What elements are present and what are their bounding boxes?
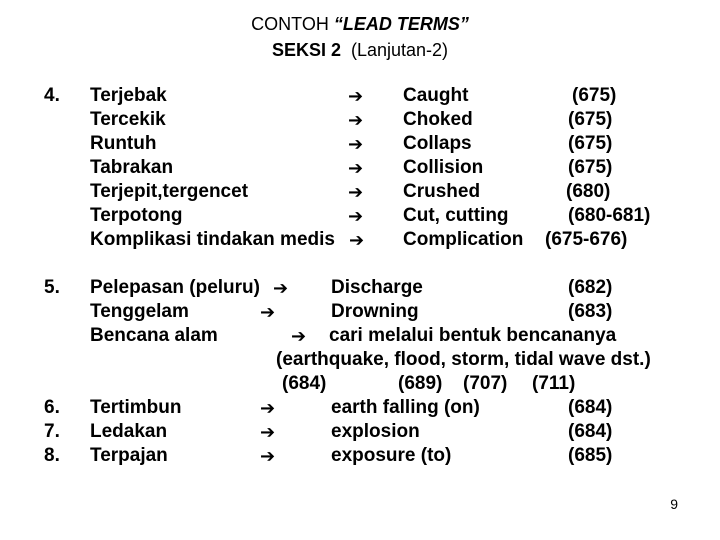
arrow-icon: ➔ bbox=[260, 422, 276, 442]
arrow-icon: ➔ bbox=[260, 446, 276, 466]
english-drowning: Drowning bbox=[331, 301, 419, 322]
english-earth-falling: earth falling (on) bbox=[331, 397, 480, 418]
page-title bbox=[0, 14, 720, 35]
term-tercekik: Tercekik bbox=[90, 109, 166, 130]
page-ref: (684) bbox=[568, 421, 613, 442]
term-tabrakan: Tabrakan bbox=[90, 157, 174, 178]
english-crushed: Crushed bbox=[403, 181, 481, 202]
term-bencana-alam: Bencana alam bbox=[90, 325, 218, 346]
arrow-icon: ➔ bbox=[348, 158, 364, 178]
english-explosion: explosion bbox=[331, 421, 420, 442]
arrow-icon: ➔ bbox=[348, 110, 364, 130]
title-emphasis: “LEAD TERMS” bbox=[333, 14, 469, 34]
arrow-icon: ➔ bbox=[273, 278, 289, 298]
page-ref: (682) bbox=[568, 277, 613, 298]
english-discharge: Discharge bbox=[331, 277, 423, 298]
page-ref: (675) bbox=[568, 157, 613, 178]
term-tenggelam: Tenggelam bbox=[90, 301, 189, 322]
term-runtuh: Runtuh bbox=[90, 133, 157, 154]
disaster-examples: (earthquake, flood, storm, tidal wave dst.) bbox=[276, 349, 651, 370]
english-caught: Caught bbox=[403, 85, 469, 106]
term-terpajan: Terpajan bbox=[90, 445, 168, 466]
page-ref: (680) bbox=[566, 181, 611, 202]
page-ref: (707) bbox=[463, 373, 508, 394]
english-cari-melalui: cari melalui bentuk bencananya bbox=[329, 325, 617, 346]
arrow-icon: ➔ bbox=[349, 230, 365, 250]
page-ref: (684) bbox=[282, 373, 327, 394]
term-tertimbun: Tertimbun bbox=[90, 397, 182, 418]
arrow-icon: ➔ bbox=[260, 302, 276, 322]
page-ref: (680-681) bbox=[568, 205, 651, 226]
page-ref: (675) bbox=[568, 109, 613, 130]
page-number: 9 bbox=[670, 496, 678, 512]
term-ledakan: Ledakan bbox=[90, 421, 168, 442]
page-ref: (684) bbox=[568, 397, 613, 418]
page-ref: (689) bbox=[398, 373, 443, 394]
item-number-7: 7. bbox=[44, 421, 60, 442]
section-label: SEKSI 2 bbox=[271, 40, 341, 60]
page-ref: (675) bbox=[568, 133, 613, 154]
term-terpotong: Terpotong bbox=[90, 205, 183, 226]
arrow-icon: ➔ bbox=[348, 86, 364, 106]
page-subtitle bbox=[0, 40, 720, 61]
page-ref: (683) bbox=[568, 301, 613, 322]
arrow-icon: ➔ bbox=[260, 398, 276, 418]
english-exposure: exposure (to) bbox=[331, 445, 452, 466]
term-terjebak: Terjebak bbox=[90, 85, 167, 106]
page-ref: (685) bbox=[568, 445, 613, 466]
item-number-5: 5. bbox=[44, 277, 60, 298]
page-ref: (711) bbox=[532, 373, 576, 394]
item-number-8: 8. bbox=[44, 445, 60, 466]
arrow-icon: ➔ bbox=[348, 182, 364, 202]
title-prefix: CONTOH bbox=[251, 14, 334, 34]
english-cut: Cut, cutting bbox=[403, 205, 509, 226]
section-continuation: (Lanjutan-2) bbox=[350, 40, 449, 60]
term-komplikasi: Komplikasi tindakan medis bbox=[90, 229, 335, 250]
arrow-icon: ➔ bbox=[348, 134, 364, 154]
english-complication: Complication bbox=[403, 229, 524, 250]
arrow-icon: ➔ bbox=[291, 326, 307, 346]
item-number-6: 6. bbox=[44, 397, 60, 418]
english-collision: Collision bbox=[403, 157, 484, 178]
page-ref: (675) bbox=[572, 85, 617, 106]
arrow-icon: ➔ bbox=[348, 206, 364, 226]
page-ref: (675-676) bbox=[545, 229, 628, 250]
english-collaps: Collaps bbox=[403, 133, 472, 154]
term-terjepit: Terjepit,tergencet bbox=[90, 181, 249, 202]
term-pelepasan: Pelepasan (peluru) bbox=[90, 277, 260, 298]
english-choked: Choked bbox=[403, 109, 473, 130]
item-number-4: 4. bbox=[44, 85, 60, 106]
